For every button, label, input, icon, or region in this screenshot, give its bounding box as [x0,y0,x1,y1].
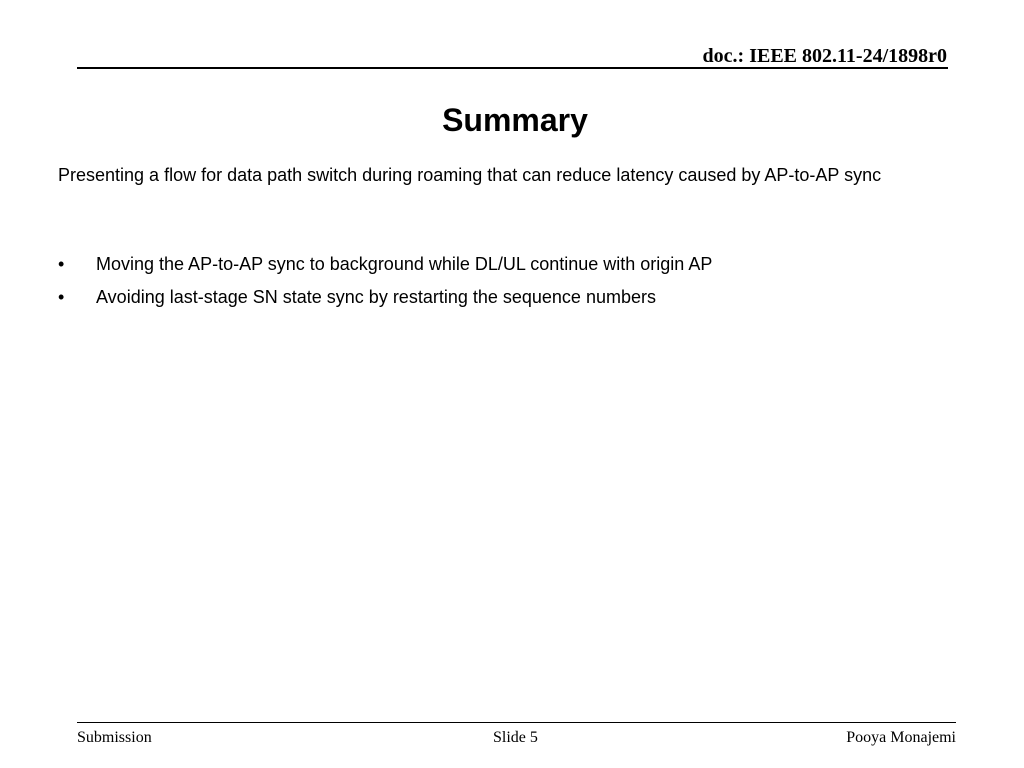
bullet-list [58,253,918,319]
footer-slide-number: Slide 5 [493,729,538,746]
bullet-dot-icon: • [58,287,65,307]
slide-title: Summary [442,102,588,138]
bullet-item [58,286,918,309]
intro-paragraph: Presenting a flow for data path switch during roaming that can reduce latency caused by AP-to-AP sync [58,165,882,185]
footer-divider [77,722,956,723]
bullet-text: Moving the AP-to-AP sync to background while DL/UL continue with origin AP [96,254,713,274]
bullet-item [58,253,918,276]
footer-author: Pooya Monajemi [846,729,956,746]
bullet-dot-icon: • [58,254,65,274]
header-divider [77,67,948,69]
footer-submission: Submission [77,729,152,746]
document-id: doc.: IEEE 802.11-24/1898r0 [702,45,947,67]
bullet-text: Avoiding last-stage SN state sync by restarting the sequence numbers [96,287,656,307]
